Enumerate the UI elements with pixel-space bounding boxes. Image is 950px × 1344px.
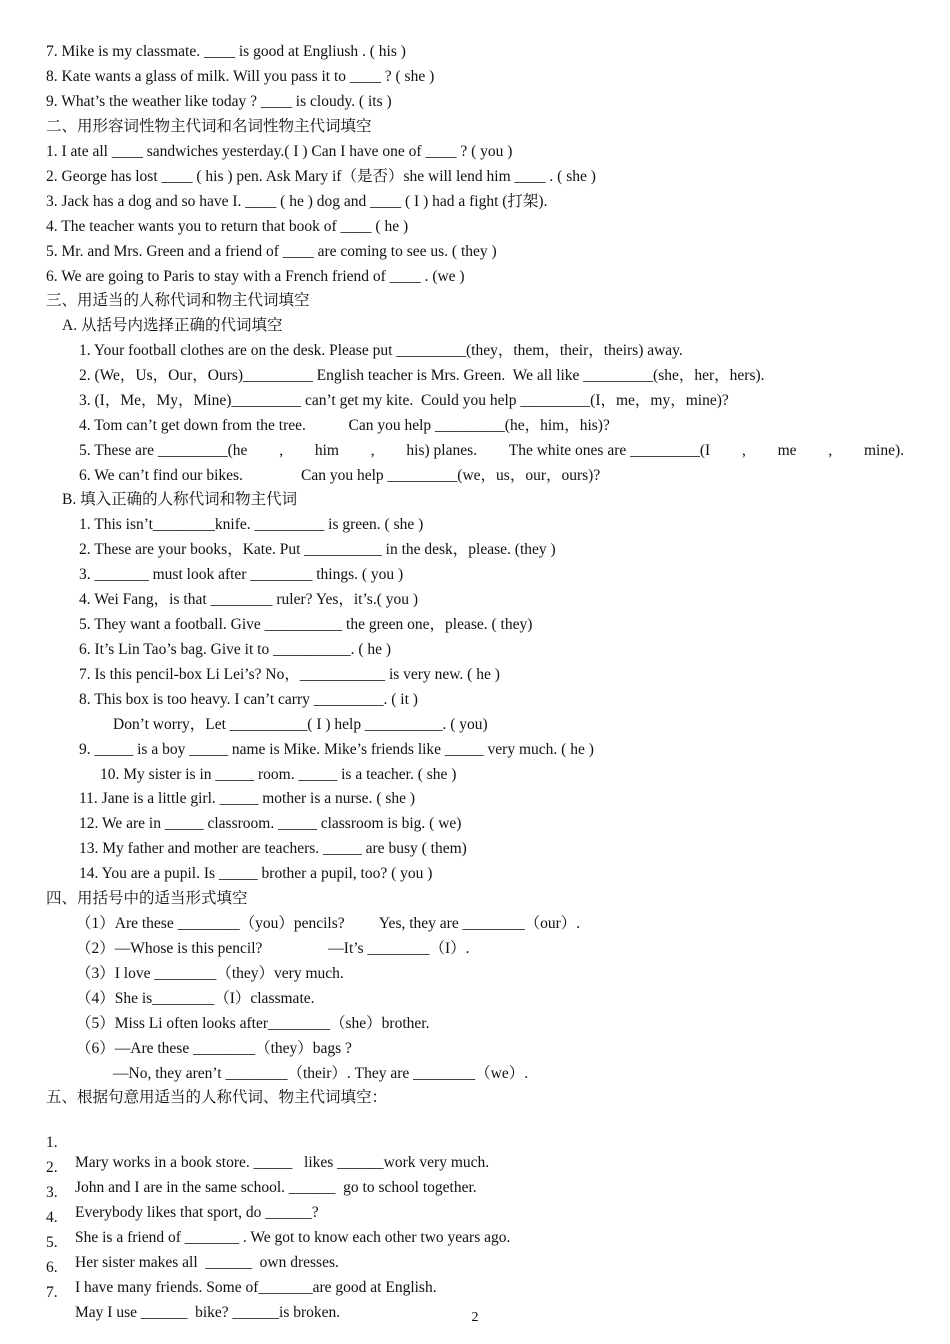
section-3a-item: 4. Tom can’t get down from the tree. Can you help _________(he，him，his)? xyxy=(79,417,610,434)
section-3b-item: 5. They want a football. Give __________ the green one，please. ( they) xyxy=(79,616,533,633)
section-4-item: （3）I love ________（they）very much. xyxy=(76,965,344,982)
continued-item: 8. Kate wants a glass of milk. Will you pass it to ____ ? ( she ) xyxy=(46,68,435,85)
item-5-text: The white ones are _________(I xyxy=(508,442,711,459)
section-5-title: 五、根据句意用适当的人称代词、物主代词填空： xyxy=(46,1089,388,1106)
continued-item: 7. Mike is my classmate. ____ is good at Engliush . ( his ) xyxy=(46,43,406,60)
item-5-text: him xyxy=(314,442,339,459)
section-2-item: 1. I ate all ____ sandwiches yesterday.( I ) Can I have one of ____ ? ( you ) xyxy=(46,143,513,160)
item-number: 7. xyxy=(46,1284,58,1301)
item-number: 1. xyxy=(46,1134,58,1151)
section-3b-item: 6. It’s Lin Tao’s bag. Give it to __________. ( he ) xyxy=(79,641,392,658)
section-2-item: 4. The teacher wants you to return that book of ____ ( he ) xyxy=(46,218,409,235)
section-3b-title: B. 填入正确的人称代词和物主代词 xyxy=(62,491,298,508)
section-3a-item: 1. Your football clothes are on the desk. Please put _________(they，them，their，theirs) away. xyxy=(79,342,683,359)
section-3b-item: 1. This isn’t________knife. _________ is green. ( she ) xyxy=(79,516,424,533)
continued-item: 9. What’s the weather like today ? ____ is cloudy. ( its ) xyxy=(46,93,392,110)
item-text: Her sister makes all ______ own dresses. xyxy=(75,1254,339,1271)
page-number: 2 xyxy=(471,1310,479,1325)
item-number: 6. xyxy=(46,1259,58,1276)
section-3a-item-5 xyxy=(79,441,904,463)
section-3b-item: Don’t worry，Let __________( I ) help __________. ( you) xyxy=(113,716,488,733)
section-3a-title: A. 从括号内选择正确的代词填空 xyxy=(62,317,283,334)
section-3b-item: 12. We are in _____ classroom. _____ classroom is big. ( we) xyxy=(79,815,462,832)
item-number: 3. xyxy=(46,1184,58,1201)
item-number: 5. xyxy=(46,1234,58,1251)
section-3-title: 三、用适当的人称代词和物主代词填空 xyxy=(46,292,310,309)
section-4-item: （4）She is________（I）classmate. xyxy=(76,990,315,1007)
section-4-title: 四、用括号中的适当形式填空 xyxy=(46,890,248,907)
item-text: I have many friends. Some of_______are good at English. xyxy=(75,1279,437,1296)
section-2-item: 5. Mr. and Mrs. Green and a friend of ____ are coming to see us. ( they ) xyxy=(46,243,497,260)
section-3a-item: 2. (We，Us，Our，Ours)_________ English teacher is Mrs. Green. We all like _________(she，her，hers). xyxy=(79,367,765,384)
item-number: 2. xyxy=(46,1159,58,1176)
item-text: Mary works in a book store. _____ likes ______work very much. xyxy=(75,1154,490,1171)
item-5-text: , xyxy=(279,442,284,459)
item-text: She is a friend of _______ . We got to know each other two years ago. xyxy=(75,1229,511,1246)
item-text: Everybody likes that sport, do ______? xyxy=(75,1204,319,1221)
section-2-title: 二、用形容词性物主代词和名词性物主代词填空 xyxy=(46,118,372,135)
section-2-item: 6. We are going to Paris to stay with a French friend of ____ . (we ) xyxy=(46,268,465,285)
section-3a-item: 3. (I，Me，My，Mine)_________ can’t get my kite. Could you help _________(I，me，my，mine)? xyxy=(79,392,729,409)
item-5-text: , xyxy=(370,442,375,459)
section-4-item: （5）Miss Li often looks after________（she）brother. xyxy=(76,1015,430,1032)
section-4-item: （1）Are these ________（you）pencils? Yes, they are ________（our）. xyxy=(76,915,581,932)
section-5-item xyxy=(0,1113,950,1171)
item-5-text: mine). xyxy=(863,442,904,459)
section-3b-item: 7. Is this pencil-box Li Lei’s? No，___________ is very new. ( he ) xyxy=(79,666,500,683)
item-5-text: me xyxy=(777,442,797,459)
section-2-item: 3. Jack has a dog and so have I. ____ ( he ) dog and ____ ( I ) had a fight (打架). xyxy=(46,193,548,210)
item-text: May I use ______ bike? ______is broken. xyxy=(75,1304,341,1321)
section-3b-item: 3. _______ must look after ________ things. ( you ) xyxy=(79,566,404,583)
section-4-item: （6）—Are these ________（they）bags ? xyxy=(76,1040,352,1057)
section-3a-item: 6. We can’t find our bikes. Can you help _________(we，us，our，ours)? xyxy=(79,467,601,484)
item-5-text: his) planes. xyxy=(406,442,477,459)
section-3b-item: 10. My sister is in _____ room. _____ is a teacher. ( she ) xyxy=(100,766,457,783)
section-3b-item: 4. Wei Fang，is that ________ ruler? Yes，it’s.( you ) xyxy=(79,591,419,608)
section-3b-item: 14. You are a pupil. Is _____ brother a pupil, too? ( you ) xyxy=(79,865,433,882)
item-number: 4. xyxy=(46,1209,58,1226)
section-3b-item: 2. These are your books，Kate. Put __________ in the desk，please. (they ) xyxy=(79,541,556,558)
section-4-item: （2）—Whose is this pencil? —It’s ________（I）. xyxy=(76,940,470,957)
item-5-text: , xyxy=(741,442,746,459)
section-3b-item: 8. This box is too heavy. I can’t carry _________. ( it ) xyxy=(79,691,418,708)
item-5-text: 5. These are _________(he xyxy=(79,442,248,459)
item-text: John and I are in the same school. ______ go to school together. xyxy=(75,1179,477,1196)
section-2-item: 2. George has lost ____ ( his ) pen. Ask Mary if（是否）she will lend him ____ . ( she ) xyxy=(46,168,596,185)
section-3b-item: 11. Jane is a little girl. _____ mother is a nurse. ( she ) xyxy=(79,790,416,807)
item-5-text: , xyxy=(828,442,833,459)
section-3b-item: 9. _____ is a boy _____ name is Mike. Mike’s friends like _____ very much. ( he ) xyxy=(79,741,594,758)
section-4-item: —No, they aren’t ________（their）. They are ________（we）. xyxy=(113,1065,529,1082)
section-3b-item: 13. My father and mother are teachers. _____ are busy ( them) xyxy=(79,840,467,857)
